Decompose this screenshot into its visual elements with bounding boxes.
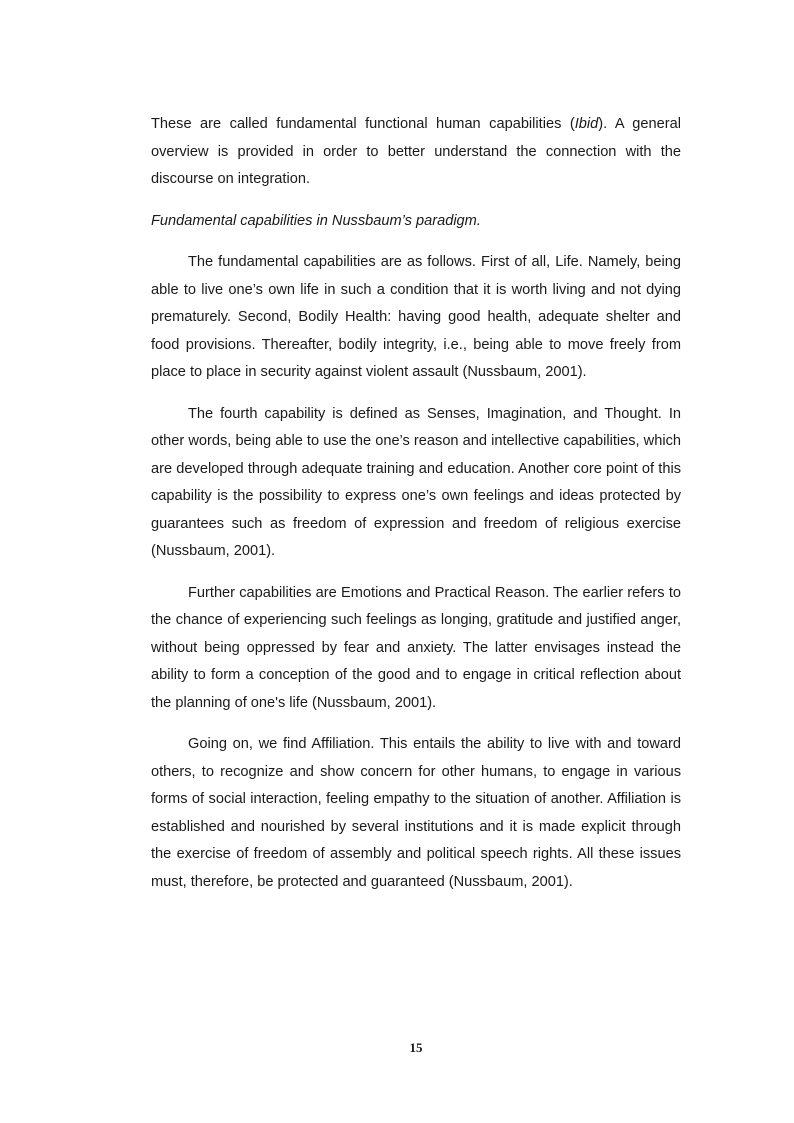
intro-text-start: These are called fundamental functional human capabilities ( — [151, 116, 575, 132]
paragraph-emotions-reason: Further capabilities are Emotions and Practical Reason. The earlier refers to the chance of experiencing such feelings as longing, gratitude and justified anger, without being oppressed by fear and anxiety. The latter envisages instead the ability to form a conception of the good and to engage in critical reflection about the planning of one's life (Nussbaum, 2001). — [151, 584, 681, 711]
body-text — [151, 111, 681, 910]
paragraph-affiliation: Going on, we find Affiliation. This entails the ability to live with and toward others, to recognize and show concern for other humans, to engage in various forms of social interaction, feeling empathy to the situation of another. Affiliation is established and nourished by several institutions and it is made explicit through the exercise of freedom of assembly and political speech rights. All these issues must, therefore, be protected and guaranteed (Nussbaum, 2001). — [151, 736, 681, 890]
intro-paragraph — [151, 111, 681, 194]
intro-text-end: ). A general overview is provided in order to better understand the connection with the discourse on integration. — [151, 116, 681, 187]
paragraph-life-health: The fundamental capabilities are as follows. First of all, Life. Namely, being able to live one’s own life in such a condition that it is worth living and not dying prematurely. Second, Bodily Health: having good health, adequate shelter and food provisions. Thereafter, bodily integrity, i.e., being able to move freely from place to place in security against violent assault (Nussbaum, 2001). — [151, 254, 681, 380]
intro-citation-italic: Ibid — [574, 116, 599, 132]
page-number: 15 — [409, 1040, 423, 1055]
paragraph-senses-thought: The fourth capability is defined as Senses, Imagination, and Thought. In other words, being able to use the one’s reason and intellective capabilities, which are developed through adequate training and education. Another core point of this capability is the possibility to express one’s own feelings and ideas protected by guarantees such as freedom of expression and freedom of religious exercise (Nussbaum, 2001). — [151, 405, 681, 559]
section-subheading: Fundamental capabilities in Nussbaum’s paradigm. — [151, 212, 481, 229]
